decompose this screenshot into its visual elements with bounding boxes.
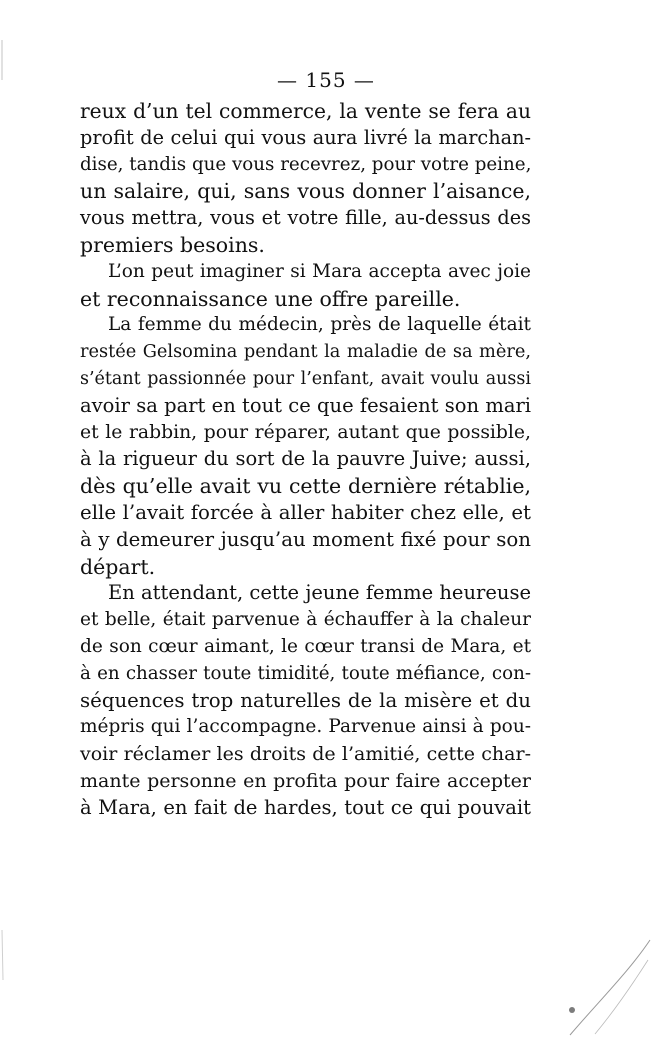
- text-line: L’on peut imaginer si Mara accepta avec joie: [108, 260, 531, 282]
- text-line: séquences trop naturelles de la misère et du: [80, 688, 531, 712]
- text-line: de son cœur aimant, le cœur transi de Mara, et: [80, 635, 531, 657]
- text-line: départ.: [80, 554, 156, 579]
- text-line: En attendant, cette jeune femme heureuse: [108, 581, 531, 605]
- text-line: restée Gelsomina pendant la maladie de sa mère,: [80, 342, 531, 363]
- scan-artifact: [560, 930, 652, 1037]
- text-line: et belle, était parvenue à échauffer à la chaleur: [80, 609, 531, 631]
- text-line: à la rigueur du sort de la pauvre Juive; aussi,: [80, 447, 531, 471]
- body-text: [80, 98, 531, 822]
- text-line: et le rabbin, pour réparer, autant que possible,: [80, 421, 531, 443]
- text-line: voir réclamer les droits de l’amitié, cette char-: [80, 743, 531, 766]
- text-line: profit de celui qui vous aura livré la marchan-: [80, 125, 531, 149]
- text-line: vous mettra, vous et votre fille, au-dessus des: [80, 206, 531, 230]
- text-line: à Mara, en fait de hardes, tout ce qui pouvait: [80, 795, 531, 819]
- text-line: premiers besoins.: [80, 232, 265, 257]
- text-line: reux d’un tel commerce, la vente se fera au: [80, 99, 531, 123]
- scan-artifact: [0, 0, 30, 1037]
- text-line: La femme du médecin, près de laquelle était: [108, 314, 531, 336]
- text-line: à y demeurer jusqu’au moment fixé pour son: [80, 527, 531, 551]
- text-line: un salaire, qui, sans vous donner l’aisance,: [80, 179, 531, 204]
- text-line: et reconnaissance une offre pareille.: [80, 286, 461, 311]
- text-line: elle l’avait forcée à aller habiter chez elle, et: [80, 500, 531, 524]
- text-line: mante personne en profita pour faire accepter: [80, 769, 531, 792]
- text-line: mépris qui l’accompagne. Parvenue ainsi à pou-: [80, 716, 531, 738]
- text-line: s’étant passionnée pour l’enfant, avait voulu aussi: [80, 368, 531, 389]
- text-line: dise, tandis que vous recevrez, pour votre peine,: [80, 153, 532, 175]
- page-number: — 155 —: [277, 68, 375, 92]
- text-line: à en chasser toute timidité, toute méfiance, con-: [80, 662, 531, 684]
- text-line: dès qu’elle avait vu cette dernière rétablie,: [80, 474, 531, 499]
- text-line: avoir sa part en tout ce que fesaient son mari: [80, 393, 531, 417]
